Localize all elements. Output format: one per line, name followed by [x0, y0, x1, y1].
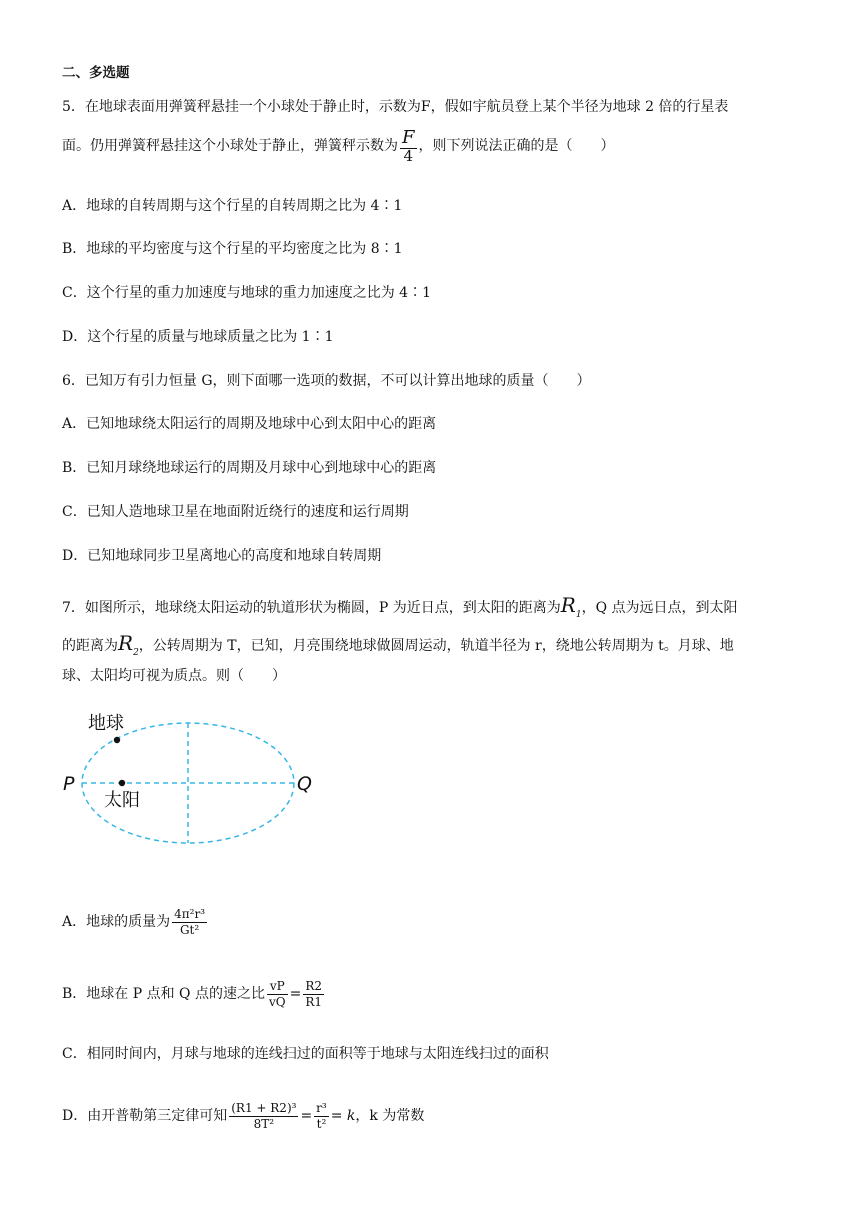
q6-stem: 6．已知万有引力恒量 G，则下面哪一选项的数据，不可以计算出地球的质量（ ） — [62, 373, 591, 389]
q7-option-d-eq1: = — [300, 1108, 313, 1124]
q7-option-a-fraction — [172, 907, 207, 938]
q7-r1: $R_1$ — [560, 593, 582, 620]
q7-line1-b: ，Q 点为远日点，到太阳 — [581, 600, 738, 616]
q5-stem-line2 — [62, 126, 615, 166]
q7-option-b-lhs-num: vP — [267, 979, 288, 995]
q7-option-d-mid-den: t² — [316, 1116, 327, 1131]
q7-option-b-rhs — [303, 979, 324, 1010]
q6-option-c: C．已知人造地球卫星在地面附近绕行的速度和运行周期 — [62, 504, 409, 520]
orbit-diagram — [60, 705, 330, 850]
q7-line2-b: ，公转周期为 T，已知，月亮围绕地球做圆周运动，轨道半径为 r，绕地公转周期为 t。月球、地 — [138, 638, 734, 654]
q7-line2 — [62, 631, 734, 665]
q5-option-c: C．这个行星的重力加速度与地球的重力加速度之比为 4∶1 — [62, 285, 431, 301]
q7-option-a-den: Gt² — [179, 922, 200, 937]
q5-option-b: B．地球的平均密度与这个行星的平均密度之比为 8∶1 — [62, 241, 403, 257]
q7-option-b-lhs-den: vQ — [269, 994, 286, 1009]
q7-option-d-text: D．由开普勒第三定律可知 — [62, 1108, 228, 1124]
earth-dot — [114, 737, 120, 743]
q5-fraction-num: F — [402, 127, 415, 148]
q7-r2: $R_2$ — [118, 631, 139, 658]
q7-option-d — [62, 1094, 424, 1138]
q7-option-d-tail: ，k 为常数 — [355, 1108, 425, 1124]
q5-option-a: A．地球的自转周期与这个行星的自转周期之比为 4∶1 — [62, 198, 403, 214]
q7-option-b — [62, 974, 326, 1014]
q6-option-b: B．已知月球绕地球运行的周期及月球中心到地球中心的距离 — [62, 460, 437, 476]
q5-stem-line2-b: ，则下列说法正确的是（ ） — [418, 138, 615, 154]
p-label: P — [63, 773, 75, 795]
q6-option-d: D．已知地球同步卫星离地心的高度和地球自转周期 — [62, 548, 382, 564]
q7-option-b-rhs-num: R2 — [305, 978, 323, 993]
q7-option-d-den: 8T² — [253, 1116, 275, 1131]
q5-fraction-den: 4 — [403, 147, 414, 165]
q5-option-d: D．这个行星的质量与地球质量之比为 1∶1 — [62, 329, 334, 345]
q7-option-a-text: A．地球的质量为 — [62, 914, 171, 930]
sun-label: 太阳 — [104, 790, 140, 811]
q7-option-b-lhs — [267, 979, 288, 1010]
sun-dot — [119, 780, 125, 786]
q7-line2-a: 的距离为 — [62, 638, 118, 654]
q7-option-a — [62, 902, 209, 942]
q7-option-c: C．相同时间内，月球与地球的连线扫过的面积等于地球与太阳连线扫过的面积 — [62, 1046, 549, 1062]
section-title: 二、多选题 — [62, 65, 130, 81]
q5-stem-line2-a: 面。仍用弹簧秤悬挂这个小球处于静止，弹簧秤示数为 — [62, 138, 398, 154]
q7-option-d-num: (R1 + R2)³ — [231, 1100, 297, 1115]
q-label: Q — [297, 773, 312, 795]
q7-option-d-mid — [314, 1101, 329, 1132]
q7-option-b-eq: = — [289, 986, 302, 1002]
q7-option-d-fraction — [229, 1101, 298, 1132]
q6-option-a: A．已知地球绕太阳运行的周期及地球中心到太阳中心的距离 — [62, 416, 437, 432]
q7-line1-a: 7．如图所示，地球绕太阳运动的轨道形状为椭圆，P 为近日点，到太阳的距离为 — [62, 600, 561, 616]
q7-option-b-text: B．地球在 P 点和 Q 点的速之比 — [62, 986, 265, 1002]
earth-label: 地球 — [88, 713, 124, 734]
q7-option-b-rhs-den: R1 — [305, 994, 323, 1009]
q7-line1 — [62, 593, 738, 627]
q5-stem-line1: 5．在地球表面用弹簧秤悬挂一个小球处于静止时，示数为F，假如宇航员登上某个半径为地球 2 倍的行星表 — [62, 99, 729, 115]
q7-option-d-mid-num: r³ — [316, 1100, 327, 1115]
q7-option-a-num: 4π²r³ — [174, 906, 206, 921]
q7-option-d-eq2: = k — [330, 1108, 356, 1124]
q5-fraction — [400, 128, 417, 164]
q7-line3: 球、太阳均可视为质点。则（ ） — [62, 668, 286, 684]
